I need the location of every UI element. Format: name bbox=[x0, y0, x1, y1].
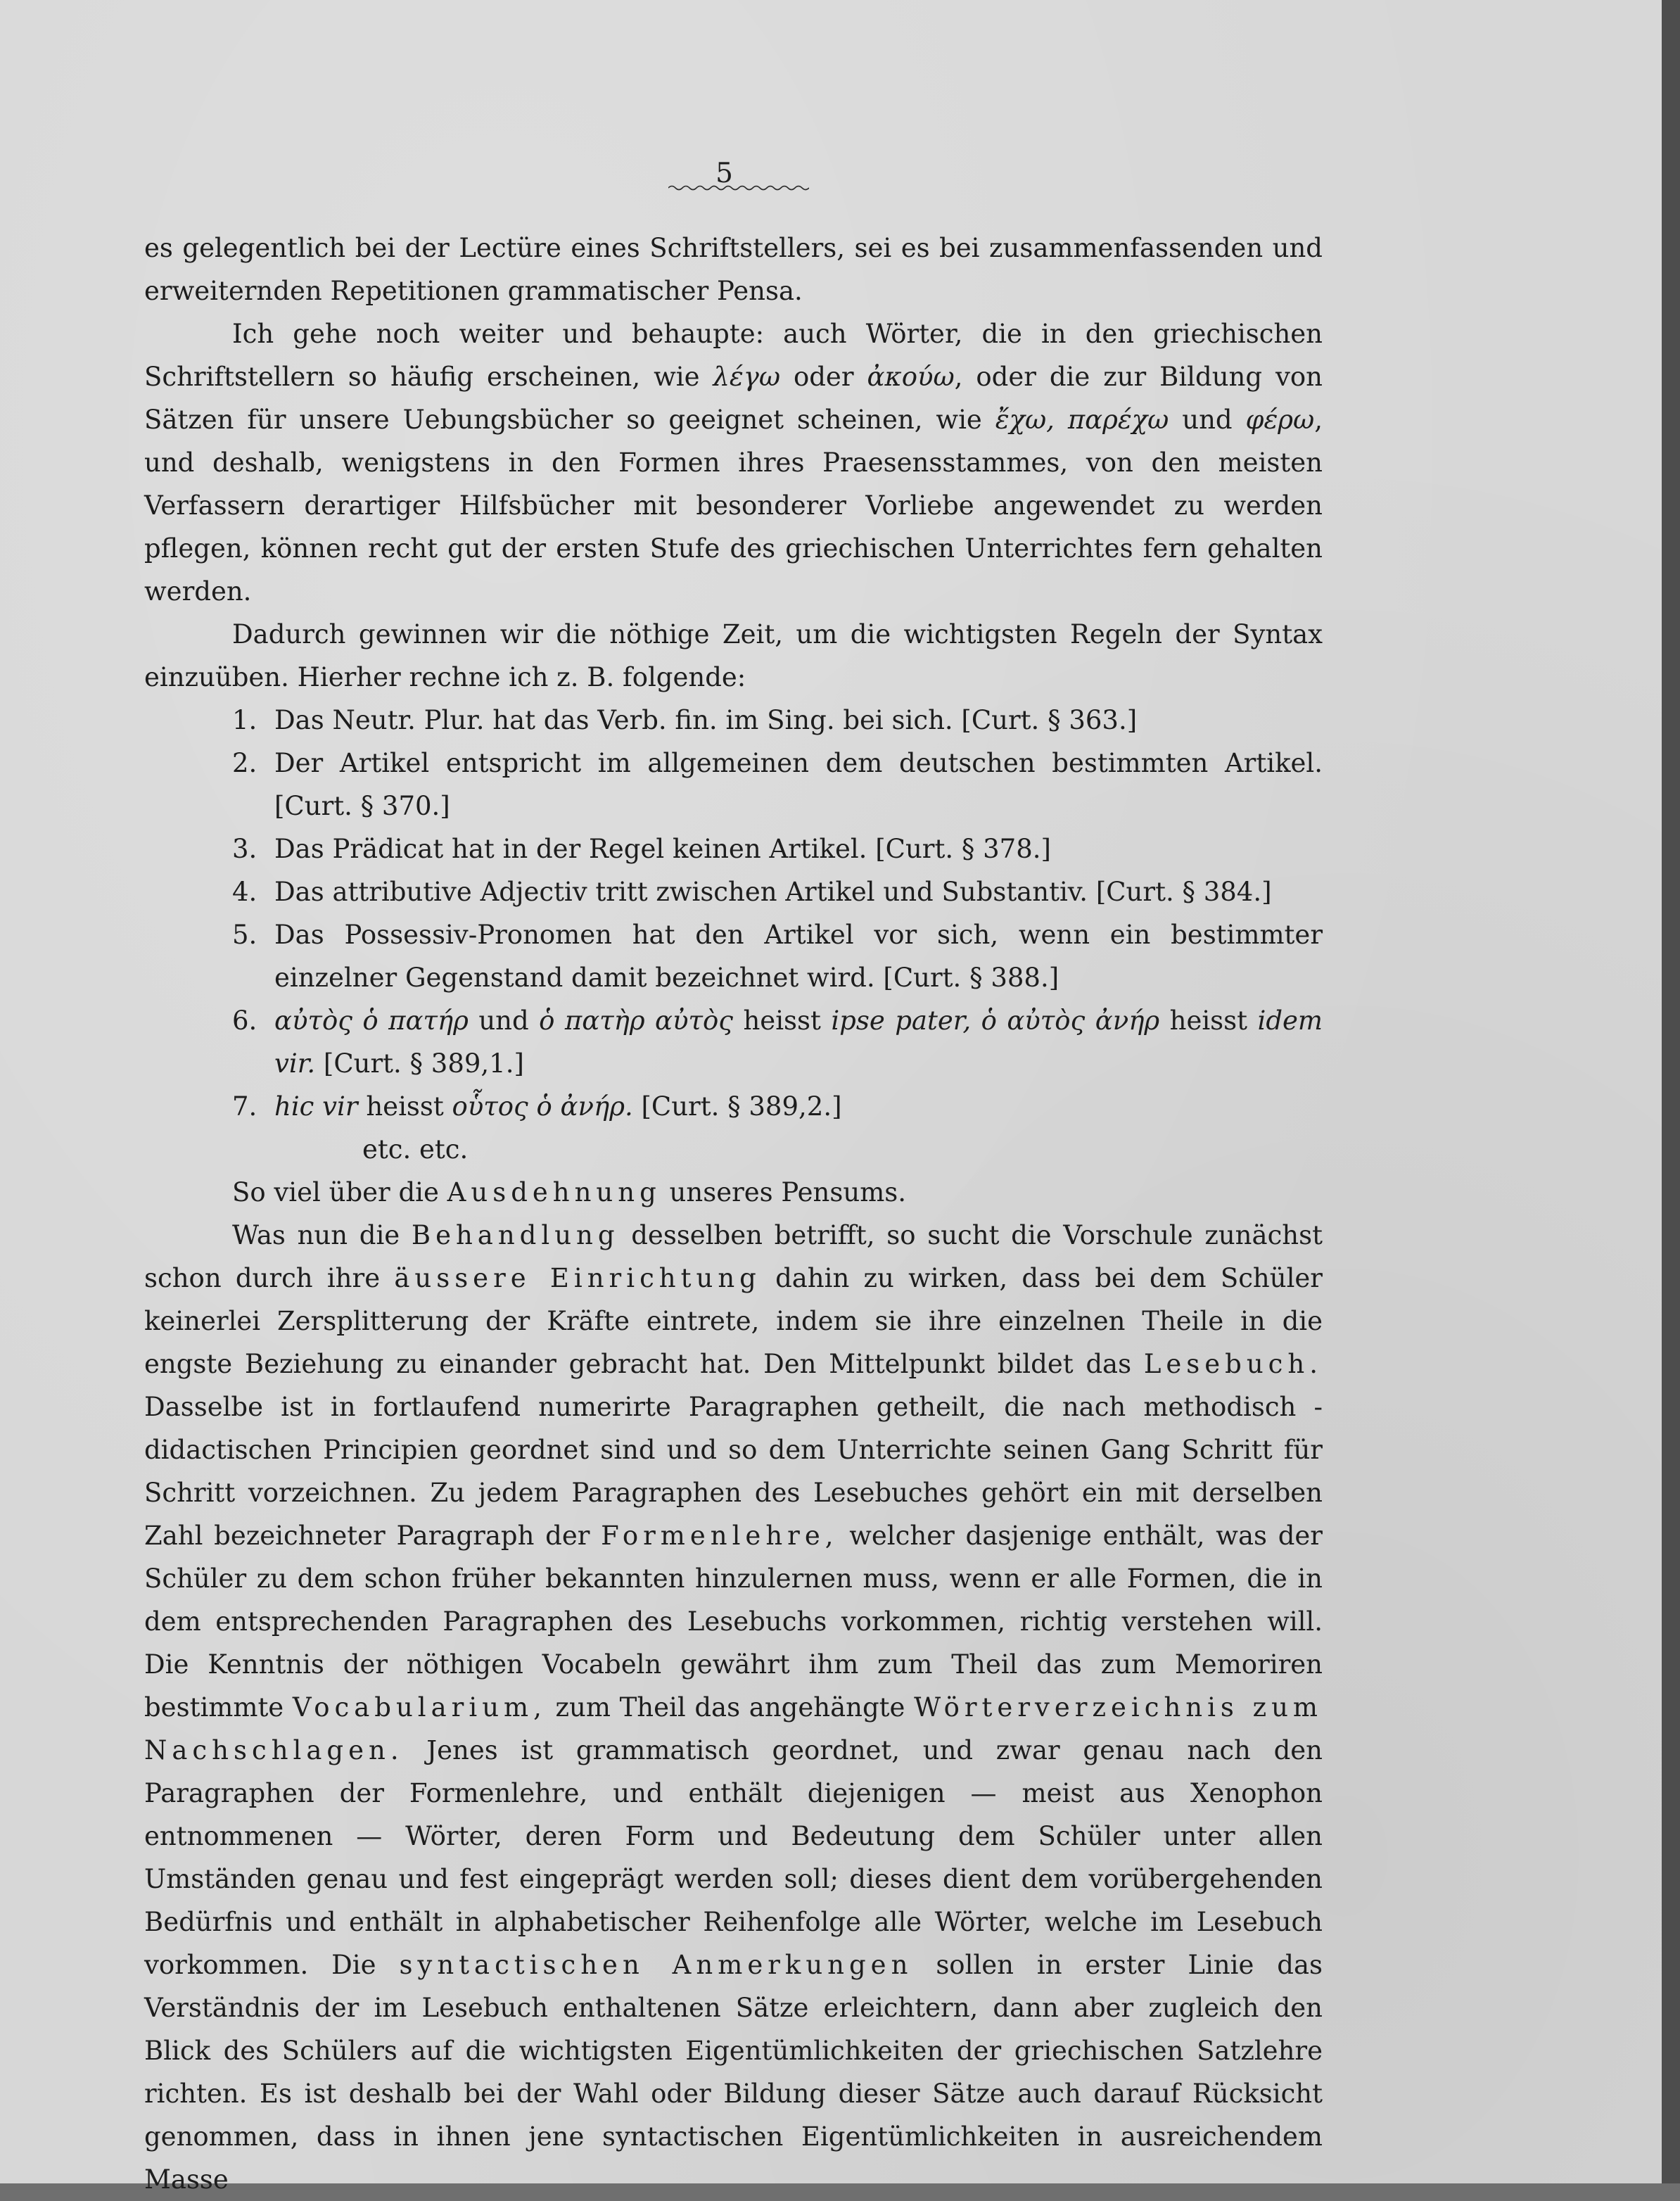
rule-item bbox=[144, 870, 1323, 913]
spaced-term: Formenlehre, bbox=[601, 1521, 839, 1551]
latin-phrase: hic vir bbox=[274, 1091, 358, 1122]
latin-phrase: ipse pater, bbox=[831, 1006, 972, 1036]
rule-item bbox=[144, 1085, 1323, 1128]
rule-number: 4. bbox=[232, 877, 257, 907]
text-run: heisst bbox=[1159, 1006, 1258, 1036]
rule-number: 5. bbox=[232, 920, 257, 950]
text-run: Was nun die bbox=[232, 1220, 412, 1250]
body-text bbox=[144, 227, 1323, 2201]
paragraph-summary bbox=[144, 1171, 1323, 1214]
latin-phrase: idem vir. bbox=[274, 1006, 1323, 1079]
spaced-term: syntactischen Anmerkungen bbox=[399, 1950, 913, 1980]
greek-word: ἔχω, παρέχω bbox=[995, 405, 1169, 435]
text-run: oder bbox=[780, 362, 867, 392]
rule-text: Das Possessiv-Pronomen hat den Artikel vor sich, wenn ein bestimmter einzelner Gegenstand damit bezeichnet wird. [Curt. § 388.] bbox=[274, 920, 1323, 993]
text-run: heisst bbox=[733, 1006, 832, 1036]
spaced-term: Wörterverzeichnis zum Nachschlagen. bbox=[144, 1692, 1323, 1765]
paragraph-treatment bbox=[144, 1214, 1323, 2201]
rule-number: 3. bbox=[232, 834, 257, 864]
rule-number: 2. bbox=[232, 748, 257, 778]
text-run: [Curt. § 389,1.] bbox=[315, 1048, 524, 1079]
paragraph-continuation: es gelegentlich bei der Lectüre eines Schriftstellers, sei es bei zusammenfassenden und erweiternden Repetitionen grammatischer Pensa. bbox=[144, 233, 1323, 306]
page-number: 5 bbox=[715, 158, 734, 189]
text-run: und bbox=[1169, 405, 1246, 435]
text-run: desselben betrifft, so sucht die Vorschule zunächst schon durch ihre bbox=[144, 1220, 1323, 1293]
spaced-term: Vocabularium, bbox=[292, 1692, 547, 1723]
rule-etc: etc. etc. bbox=[362, 1134, 469, 1165]
rule-item bbox=[144, 742, 1323, 827]
spaced-term: äussere Einrichtung bbox=[394, 1263, 761, 1293]
text-run bbox=[971, 1006, 981, 1036]
text-run: unseres Pensums. bbox=[661, 1177, 907, 1207]
greek-word: ἀκούω bbox=[867, 362, 955, 392]
text-run: Jenes ist grammatisch geordnet, und zwar genau nach den Paragraphen der Formenlehre, und enthält diejenigen — meist aus Xenophon entnommenen — Wörter, deren Form und Bedeutung dem Schüler unter allen Umständen genau und fest eingeprägt werden soll; dieses dient dem vorübergehenden Bedürfnis und enthält in alphabetischer Reihenfolge alle Wörter, welche im Lesebuch vorkommen. Die bbox=[144, 1735, 1323, 1980]
rule-text: Das attributive Adjectiv tritt zwischen Artikel und Substantiv. [Curt. § 384.] bbox=[274, 877, 1272, 907]
greek-phrase: ὁ αὐτὸς ἀνήρ bbox=[981, 1006, 1160, 1036]
text-run: Dasselbe ist in fortlaufend numerirte Paragraphen getheilt, die nach methodisch - didactischen Principien geordnet sind und so dem Unterrichte seinen Gang Schritt für Schritt vorzeichnen. Zu jedem Paragraphen des Lesebuches gehört ein mit derselben Zahl bezeichneter Paragraph der bbox=[144, 1392, 1323, 1551]
text-run: [Curt. § 389,2.] bbox=[632, 1091, 842, 1122]
text-run: zum Theil das angehängte bbox=[546, 1692, 915, 1723]
paragraph-words bbox=[144, 312, 1323, 613]
rule-item bbox=[144, 699, 1323, 742]
text-run: welcher dasjenige enthält, was der Schüler zu dem schon früher bekannten hinzulernen muss, wenn er alle Formen, die in dem entsprechenden Paragraphen des Lesebuchs vorkommen, richtig verstehen will. Die Kenntnis der nöthigen Vocabeln gewährt ihm zum Theil das zum Memoriren bestimmte bbox=[144, 1521, 1323, 1723]
scan-edge-shadow bbox=[1662, 0, 1680, 2183]
text-run: So viel über die bbox=[232, 1177, 447, 1207]
greek-phrase: ὁ πατὴρ αὐτὸς bbox=[539, 1006, 733, 1036]
rule-item bbox=[144, 827, 1323, 870]
text-run: heisst bbox=[357, 1091, 452, 1122]
paragraph-syntax-intro: Dadurch gewinnen wir die nöthige Zeit, um die wichtigsten Regeln der Syntax einzuüben. Hierher rechne ich z. B. folgende: bbox=[144, 619, 1323, 692]
rule-item bbox=[144, 999, 1323, 1085]
spaced-term: Lesebuch. bbox=[1143, 1349, 1323, 1379]
rule-number: 7. bbox=[232, 1091, 257, 1122]
rule-text: Das Neutr. Plur. hat das Verb. fin. im Sing. bei sich. [Curt. § 363.] bbox=[274, 705, 1138, 735]
text-run: , und deshalb, wenigstens in den Formen ihres Praesensstammes, von den meisten Verfassern derartiger Hilfsbücher mit besonderer Vorliebe angewendet zu werden pflegen, können recht gut der ersten Stufe des griechischen Unterrichtes fern gehalten werden. bbox=[144, 405, 1323, 607]
text-run: , oder die zur Bildung von Sätzen für unsere Uebungsbücher so geeignet scheinen, wie bbox=[144, 362, 1323, 435]
rule-item bbox=[144, 913, 1323, 999]
greek-word: φέρω bbox=[1245, 405, 1315, 435]
page-number-ornament bbox=[668, 184, 809, 191]
spaced-term: Behandlung bbox=[411, 1220, 620, 1250]
text-run: Ich gehe noch weiter und behaupte: auch Wörter, die in den griechischen Schriftstellern so häufig erscheinen, wie bbox=[144, 319, 1323, 392]
text-run: sollen in erster Linie das Verständnis der im Lesebuch enthaltenen Sätze erleichtern, dann aber zugleich den Blick des Schülers auf die wichtigsten Eigentümlichkeiten der griechischen Satzlehre richten. Es ist deshalb bei der Wahl oder Bildung dieser Sätze auch darauf Rücksicht genommen, dass in ihnen jene syntactischen Eigentümlichkeiten in ausreichendem Masse bbox=[144, 1950, 1323, 2195]
rule-text: Das Prädicat hat in der Regel keinen Artikel. [Curt. § 378.] bbox=[274, 834, 1051, 864]
rule-text: Der Artikel entspricht im allgemeinen dem deutschen bestimmten Artikel. [Curt. § 370.] bbox=[274, 748, 1323, 821]
spaced-term: Ausdehnung bbox=[447, 1177, 661, 1207]
greek-phrase: αὐτὸς ὁ πατήρ bbox=[274, 1006, 469, 1036]
text-run: dahin zu wirken, dass bei dem Schüler keinerlei Zersplitterung der Kräfte eintrete, indem sie ihre einzelnen Theile in die engste Beziehung zu einander gebracht hat. Den Mittelpunkt bildet das bbox=[144, 1263, 1323, 1379]
rule-number: 6. bbox=[232, 1006, 257, 1036]
text-run: und bbox=[468, 1006, 540, 1036]
rule-number: 1. bbox=[232, 705, 257, 735]
greek-word: λέγω bbox=[713, 362, 781, 392]
greek-phrase: οὗτος ὁ ἀνήρ. bbox=[452, 1091, 633, 1122]
